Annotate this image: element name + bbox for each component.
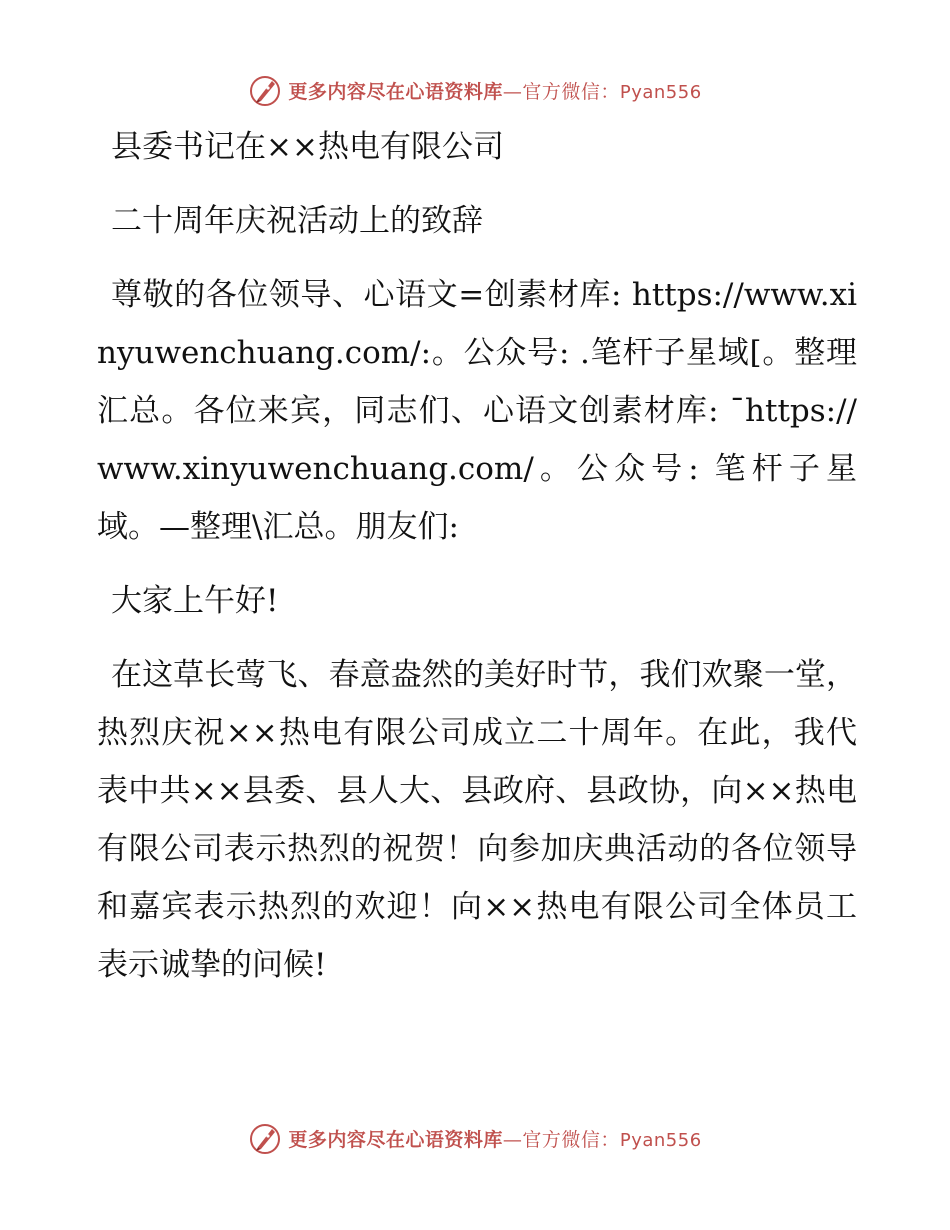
banner-wechat-id: Pyan556: [619, 1129, 702, 1151]
document-title-line-2: 二十周年庆祝活动上的致辞: [111, 203, 483, 239]
document-body: [97, 118, 857, 1010]
banner-dash: —: [502, 1128, 523, 1151]
body-paragraph: 在这草长莺飞、春意盎然的美好时节，我们欢聚一堂，热烈庆祝××热电有限公司成立二十周年。在此，我代表中共××县委、县人大、县政府、县政协，向××热电有限公司表示热烈的祝贺！向参加庆典活动的各位领导和嘉宾表示热烈的欢迎！向××热电有限公司全体员工表示诚挚的问候!: [97, 657, 857, 983]
banner-brand-text: 更多内容尽在心语资料库: [288, 80, 503, 103]
banner-wechat-id: Pyan556: [619, 81, 702, 103]
pen-nib-logo-icon: [248, 73, 282, 107]
banner-brand-text: 更多内容尽在心语资料库: [288, 1128, 503, 1151]
banner-text: [288, 1125, 701, 1152]
greeting-paragraph: 大家上午好!: [111, 583, 279, 619]
banner-official-label: 官方微信：: [522, 80, 620, 103]
footer-banner: [0, 1118, 950, 1158]
salutation-paragraph: 尊敬的各位领导、心语文=创素材库: https://www.xinyuwenchuang.com/:。公众号: .笔杆子星域[。整理汇总。各位来宾，同志们、心语文创素材库: ¯https://www.xinyuwenchuang.com/。公众号: 笔杆子星域。—整理\汇总。朋友们:: [97, 277, 857, 545]
banner-dash: —: [502, 80, 523, 103]
header-banner: [0, 70, 950, 110]
banner-official-label: 官方微信：: [522, 1128, 620, 1151]
banner-text: [288, 77, 701, 104]
pen-nib-logo-icon: [248, 1121, 282, 1155]
document-title-line-1: 县委书记在××热电有限公司: [111, 129, 504, 165]
